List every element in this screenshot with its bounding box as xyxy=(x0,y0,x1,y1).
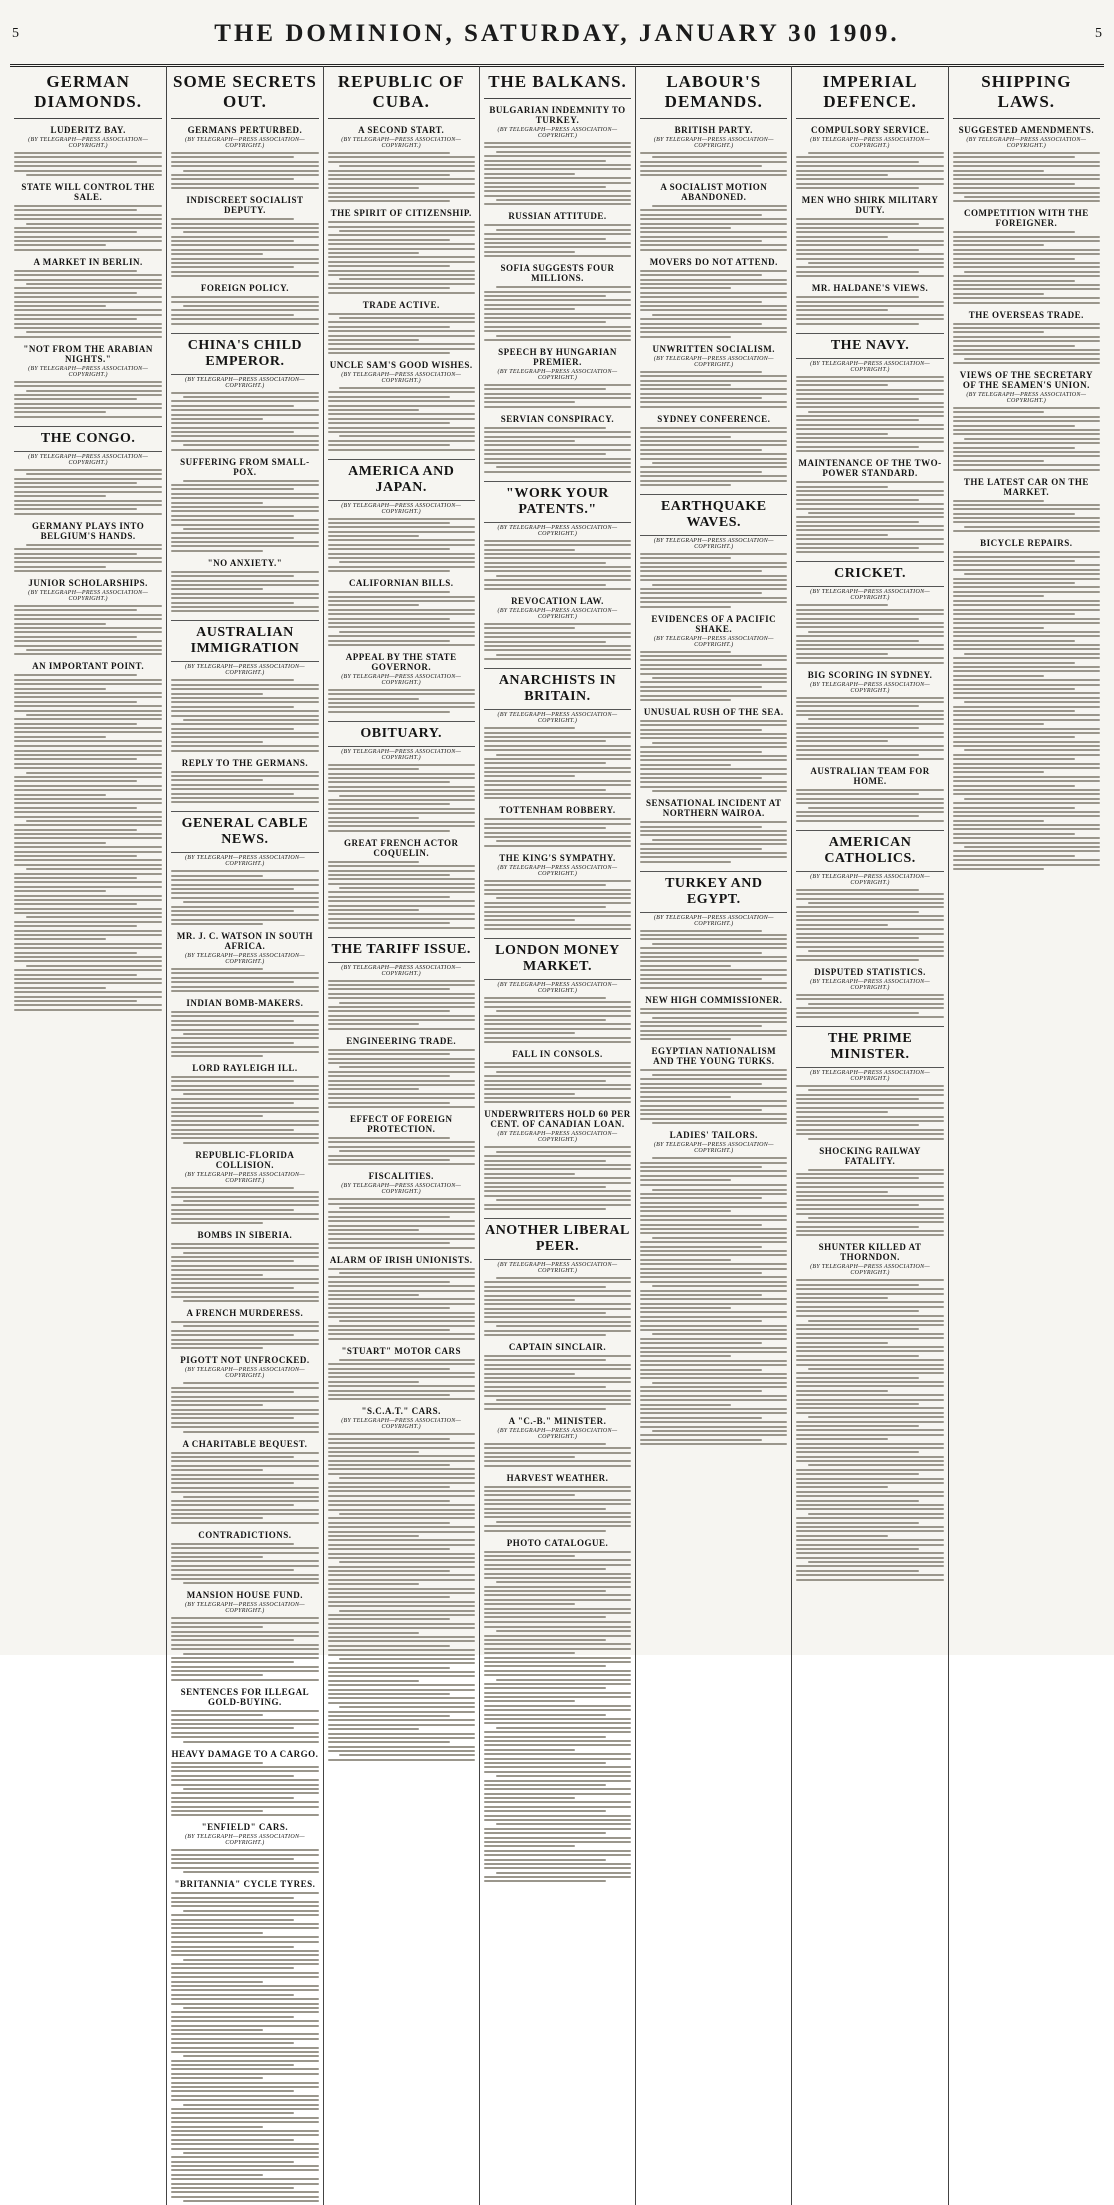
section-headline-the-congo: THE CONGO. xyxy=(14,426,162,452)
cable-credit: (BY TELEGRAPH—PRESS ASSOCIATION—COPYRIGHT.) xyxy=(28,453,149,466)
cable-credit: (BY TELEGRAPH—PRESS ASSOCIATION—COPYRIGHT.) xyxy=(653,914,774,927)
article-body-text xyxy=(14,605,162,655)
article-body-text xyxy=(328,1198,475,1248)
column-the-balkans xyxy=(479,66,635,2205)
subheading-new-high-commissioner: NEW HIGH COMMISSIONER. xyxy=(645,994,783,1005)
cable-credit: (BY TELEGRAPH—PRESS ASSOCIATION—COPYRIGHT.) xyxy=(184,855,305,868)
subheading-movers-do-not-attend: MOVERS DO NOT ATTEND. xyxy=(649,256,778,267)
cable-credit: (BY TELEGRAPH—PRESS ASSOCIATION—COPYRIGHT.) xyxy=(497,712,618,725)
article-body-text xyxy=(484,1621,631,1882)
article-body-text xyxy=(484,384,631,408)
cable-credit: (BY TELEGRAPH—PRESS ASSOCIATION—COPYRIGHT.) xyxy=(966,392,1087,405)
subheading-sentences-for-illegal-gold-buying: SENTENCES FOR ILLEGAL GOLD-BUYING. xyxy=(180,1686,310,1707)
subheading-sydney-conference: SYDNEY CONFERENCE. xyxy=(657,413,771,424)
cable-credit: (BY TELEGRAPH—PRESS ASSOCIATION—COPYRIGHT.) xyxy=(28,590,149,603)
subheading-underwriters-hold-60-per-cent-of-canadia: UNDERWRITERS HOLD 60 PER CENT. OF CANADIAN LOAN. xyxy=(484,1109,631,1130)
subheading-a-french-murderess: A FRENCH MURDERESS. xyxy=(186,1307,304,1318)
article-body-text xyxy=(484,1355,631,1410)
article-body-text xyxy=(328,1137,475,1165)
subheading-evidences-of-a-pacific-shake: EVIDENCES OF A PACIFIC SHAKE. xyxy=(651,613,777,634)
article-body-text xyxy=(484,818,631,846)
article-body-text xyxy=(796,994,943,1018)
article-body-text xyxy=(171,1892,318,1938)
article-body-text xyxy=(14,750,162,1011)
subheading-maintenance-of-the-two-power-standard: MAINTENANCE OF THE TWO-POWER STANDARD. xyxy=(798,458,942,479)
page-number-left: 5 xyxy=(12,26,19,41)
article-body-text xyxy=(171,571,318,613)
subheading-great-french-actor-coquelin: GREAT FRENCH ACTOR COQUELIN. xyxy=(343,837,459,858)
article-body-text xyxy=(796,1279,943,1316)
article-body-text xyxy=(328,689,475,713)
subheading-not-from-the-arabian-nights: "NOT FROM THE ARABIAN NIGHTS." xyxy=(23,343,153,364)
subheading-compulsory-service: COMPULSORY SERVICE. xyxy=(811,125,930,135)
section-headline-the-tariff-issue: THE TARIFF ISSUE. xyxy=(328,937,475,963)
article-body-text xyxy=(484,427,631,473)
article-body-text xyxy=(328,518,475,573)
article-body-text xyxy=(640,1008,787,1041)
article-body-text xyxy=(796,218,943,277)
subheading-speech-by-hungarian-premier: SPEECH BY HUNGARIAN PREMIER. xyxy=(498,346,617,367)
subheading-bulgarian-indemnity-to-turkey: BULGARIAN INDEMNITY TO TURKEY. xyxy=(489,105,626,125)
cable-credit: (BY TELEGRAPH—PRESS ASSOCIATION—COPYRIGHT.) xyxy=(341,137,462,149)
article-body-text xyxy=(328,591,475,646)
column-headline: THE BALKANS. xyxy=(484,68,631,99)
cable-credit: (BY TELEGRAPH—PRESS ASSOCIATION—COPYRIGHT.) xyxy=(184,1367,305,1380)
cable-credit: (BY TELEGRAPH—PRESS ASSOCIATION—COPYRIGHT.) xyxy=(184,1171,305,1184)
subheading-competition-with-the-foreigner: COMPETITION WITH THE FOREIGNER. xyxy=(964,208,1089,229)
article-body-text xyxy=(796,1085,943,1140)
article-body-text xyxy=(171,218,318,277)
subheading-the-overseas-trade: THE OVERSEAS TRADE. xyxy=(968,309,1084,320)
column-headline: SHIPPING LAWS. xyxy=(953,68,1100,119)
article-body-text xyxy=(953,609,1100,870)
subheading-indiscreet-socialist-deputy: INDISCREET SOCIALIST DEPUTY. xyxy=(186,195,304,216)
article-body-text xyxy=(484,1486,631,1532)
subheading-contradictions: CONTRADICTIONS. xyxy=(198,1529,292,1540)
section-headline-general-cable-news: GENERAL CABLE NEWS. xyxy=(171,811,318,853)
cable-credit: (BY TELEGRAPH—PRESS ASSOCIATION—COPYRIGHT.) xyxy=(497,127,618,139)
cable-credit: (BY TELEGRAPH—PRESS ASSOCIATION—COPYRIGHT.) xyxy=(184,1834,305,1847)
article-body-text xyxy=(328,1433,475,1496)
article-body-text xyxy=(640,553,787,608)
cable-credit: (BY TELEGRAPH—PRESS ASSOCIATION—COPYRIGHT.) xyxy=(497,1131,618,1144)
subheading-reply-to-the-germans: REPLY TO THE GERMANS. xyxy=(181,757,309,768)
article-body-text xyxy=(14,270,162,338)
subheading-fiscalities: FISCALITIES. xyxy=(368,1171,434,1182)
cable-credit: (BY TELEGRAPH—PRESS ASSOCIATION—COPYRIGHT.) xyxy=(653,137,774,149)
subheading-unwritten-socialism: UNWRITTEN SOCIALISM. xyxy=(652,343,776,354)
subheading-sensational-incident-at-northern-wairoa: SENSATIONAL INCIDENT AT NORTHERN WAIROA. xyxy=(646,798,782,819)
cable-credit: (BY TELEGRAPH—PRESS ASSOCIATION—COPYRIGHT.) xyxy=(341,372,462,385)
subheading-russian-attitude: RUSSIAN ATTITUDE. xyxy=(508,211,607,222)
cable-credit: (BY TELEGRAPH—PRESS ASSOCIATION—COPYRIGHT.) xyxy=(341,502,462,515)
cable-credit: (BY TELEGRAPH—PRESS ASSOCIATION—COPYRIGHT.) xyxy=(810,1264,931,1277)
article-body-text xyxy=(640,270,787,338)
cable-credit: (BY TELEGRAPH—PRESS ASSOCIATION—COPYRIGHT.) xyxy=(341,964,462,977)
article-body-text xyxy=(640,1184,787,1445)
subheading-pigott-not-unfrocked: PIGOTT NOT UNFROCKED. xyxy=(180,1355,310,1366)
article-body-text xyxy=(171,296,318,324)
article-body-text xyxy=(171,1076,318,1144)
column-imperial-defence xyxy=(791,66,947,2205)
section-headline-earthquake-waves: EARTHQUAKE WAVES. xyxy=(640,494,787,536)
column-headline: GERMAN DIAMONDS. xyxy=(14,68,162,119)
subheading-the-king-s-sympathy: THE KING'S SYMPATHY. xyxy=(499,852,616,863)
article-body-text xyxy=(484,1146,631,1209)
article-body-text xyxy=(484,224,631,257)
section-headline-american-catholics: AMERICAN CATHOLICS. xyxy=(796,830,943,872)
article-body-text xyxy=(14,205,162,251)
article-body-text xyxy=(953,323,1100,365)
article-body-text xyxy=(171,771,318,804)
article-body-text xyxy=(796,481,943,553)
cable-credit: (BY TELEGRAPH—PRESS ASSOCIATION—COPYRIGHT.) xyxy=(184,376,305,389)
article-body-text xyxy=(484,1062,631,1104)
subheading-trade-active: TRADE ACTIVE. xyxy=(362,299,440,310)
subheading-effect-of-foreign-protection: EFFECT OF FOREIGN PROTECTION. xyxy=(349,1113,453,1134)
article-body-text xyxy=(796,1169,943,1237)
subheading-bombs-in-siberia: BOMBS IN SIBERIA. xyxy=(197,1229,293,1240)
subheading-uncle-sam-s-good-wishes: UNCLE SAM'S GOOD WISHES. xyxy=(329,360,473,371)
article-body-text xyxy=(14,152,162,176)
article-body-text xyxy=(171,968,318,992)
subheading-views-of-the-secretary-of-the-seamen-s-u: VIEWS OF THE SECRETARY OF THE SEAMEN'S UNION. xyxy=(959,370,1093,391)
article-body-text xyxy=(484,727,631,799)
section-headline-anarchists-in-britain: ANARCHISTS IN BRITAIN. xyxy=(484,668,631,710)
column-republic-of-cuba xyxy=(323,66,479,2205)
column-headline: LABOUR'S DEMANDS. xyxy=(640,68,787,119)
article-body-text xyxy=(953,500,1100,533)
article-body-text xyxy=(953,231,1100,303)
article-body-text xyxy=(484,1551,631,1619)
subheading-britannia-cycle-tyres: "BRITANNIA" CYCLE TYRES. xyxy=(174,1879,316,1890)
cable-credit: (BY TELEGRAPH—PRESS ASSOCIATION—COPYRIGHT.) xyxy=(810,978,931,991)
cable-credit: (BY TELEGRAPH—PRESS ASSOCIATION—COPYRIGHT.) xyxy=(497,524,618,537)
masthead-title: THE DOMINION, SATURDAY, JANUARY 30 1909. xyxy=(214,20,900,47)
subheading-no-anxiety: "NO ANXIETY." xyxy=(207,557,283,568)
article-body-text xyxy=(328,764,475,832)
subheading-bicycle-repairs: BICYCLE REPAIRS. xyxy=(980,538,1073,549)
subheading-appeal-by-the-state-governor: APPEAL BY THE STATE GOVERNOR. xyxy=(345,651,457,672)
cable-credit: (BY TELEGRAPH—PRESS ASSOCIATION—COPYRIGHT.) xyxy=(184,953,305,966)
article-body-text xyxy=(328,221,475,293)
section-headline-another-liberal-peer: ANOTHER LIBERAL PEER. xyxy=(484,1218,631,1260)
column-shipping-laws xyxy=(948,66,1104,2205)
article-body-text xyxy=(640,1157,787,1181)
cable-credit: (BY TELEGRAPH—PRESS ASSOCIATION—COPYRIGHT.) xyxy=(653,635,774,648)
subheading-californian-bills: CALIFORNIAN BILLS. xyxy=(348,578,454,589)
article-body-text xyxy=(484,1443,631,1467)
subheading-ladies-tailors: LADIES' TAILORS. xyxy=(669,1130,758,1141)
subheading-foreign-policy: FOREIGN POLICY. xyxy=(200,283,290,294)
cable-credit: (BY TELEGRAPH—PRESS ASSOCIATION—COPYRIGHT.) xyxy=(810,681,931,694)
article-body-text xyxy=(328,152,475,202)
article-body-text xyxy=(328,861,475,929)
cable-credit: (BY TELEGRAPH—PRESS ASSOCIATION—COPYRIGHT.) xyxy=(184,664,305,677)
subheading-a-socialist-motion-abandoned: A SOCIALIST MOTION ABANDONED. xyxy=(660,181,768,202)
article-body-text xyxy=(640,427,787,486)
section-headline-the-prime-minister: THE PRIME MINISTER. xyxy=(796,1026,943,1068)
subheading-captain-sinclair: CAPTAIN SINCLAIR. xyxy=(508,1342,607,1353)
subheading-disputed-statistics: DISPUTED STATISTICS. xyxy=(814,966,926,977)
column-german-diamonds xyxy=(10,66,166,2205)
column-headline: REPUBLIC OF CUBA. xyxy=(328,68,475,119)
subheading-republic-florida-collision: REPUBLIC-FLORIDA COLLISION. xyxy=(195,1149,295,1170)
article-body-text xyxy=(328,313,475,355)
subheading-big-scoring-in-sydney: BIG SCORING IN SYDNEY. xyxy=(807,669,933,680)
article-body-text xyxy=(953,407,1100,470)
subheading-lord-rayleigh-ill: LORD RAYLEIGH ILL. xyxy=(192,1062,298,1073)
cable-credit: (BY TELEGRAPH—PRESS ASSOCIATION—COPYRIGHT.) xyxy=(28,137,149,149)
cable-credit: (BY TELEGRAPH—PRESS ASSOCIATION—COPYRIGHT.) xyxy=(653,355,774,368)
cable-credit: (BY TELEGRAPH—PRESS ASSOCIATION—COPYRIGHT.) xyxy=(810,137,931,149)
article-body-text xyxy=(640,205,787,251)
article-body-text xyxy=(328,387,475,450)
article-body-text xyxy=(171,1617,318,1680)
subheading-suggested-amendments: SUGGESTED AMENDMENTS. xyxy=(958,125,1095,135)
article-body-text xyxy=(640,371,787,408)
article-body-text xyxy=(328,980,475,1030)
article-body-text xyxy=(171,1187,318,1224)
article-body-text xyxy=(484,880,631,930)
subheading-indian-bomb-makers: INDIAN BOMB-MAKERS. xyxy=(186,998,304,1009)
subheading-photo-catalogue: PHOTO CATALOGUE. xyxy=(506,1537,609,1548)
cable-credit: (BY TELEGRAPH—PRESS ASSOCIATION—COPYRIGHT.) xyxy=(653,537,774,550)
article-body-text xyxy=(953,551,1100,606)
cable-credit: (BY TELEGRAPH—PRESS ASSOCIATION—COPYRIGHT.) xyxy=(653,1142,774,1155)
article-body-text xyxy=(484,286,631,341)
article-body-text xyxy=(484,1277,631,1336)
article-body-text xyxy=(328,1500,475,1761)
cable-credit: (BY TELEGRAPH—PRESS ASSOCIATION—COPYRIGHT.) xyxy=(341,673,462,686)
section-headline-london-money-market: LONDON MONEY MARKET. xyxy=(484,938,631,980)
article-body-text xyxy=(171,1321,318,1349)
subheading-australian-team-for-home: AUSTRALIAN TEAM FOR HOME. xyxy=(810,765,930,786)
article-body-text xyxy=(796,1320,943,1581)
article-body-text xyxy=(171,392,318,451)
article-body-text xyxy=(171,480,318,552)
subheading-an-important-point: AN IMPORTANT POINT. xyxy=(32,661,145,672)
cable-credit: (BY TELEGRAPH—PRESS ASSOCIATION—COPYRIGHT.) xyxy=(966,137,1087,149)
subheading-revocation-law: REVOCATION LAW. xyxy=(511,596,604,607)
section-headline-australian-immigration: AUSTRALIAN IMMIGRATION xyxy=(171,620,318,662)
subheading-shunter-killed-at-thorndon: SHUNTER KILLED AT THORNDON. xyxy=(818,1242,922,1263)
page-number-right: 5 xyxy=(1095,26,1102,41)
subheading-suffering-from-small-pox: SUFFERING FROM SMALL-POX. xyxy=(180,456,310,477)
article-body-text xyxy=(328,1268,475,1340)
article-body-text xyxy=(640,930,787,989)
article-body-text xyxy=(484,997,631,1043)
article-body-text xyxy=(796,604,943,663)
article-body-text xyxy=(14,544,162,572)
subheading-germany-plays-into-belgium-s-hands: GERMANY PLAYS INTO BELGIUM'S HANDS. xyxy=(32,520,145,541)
cable-credit: (BY TELEGRAPH—PRESS ASSOCIATION—COPYRIGHT.) xyxy=(810,1069,931,1082)
article-body-text xyxy=(171,1762,318,1817)
subheading-tottenham-robbery: TOTTENHAM ROBBERY. xyxy=(499,805,616,816)
article-body-text xyxy=(14,381,162,418)
section-headline-america-and-japan: AMERICA AND JAPAN. xyxy=(328,459,475,501)
article-body-text xyxy=(640,152,787,176)
article-body-text xyxy=(640,651,787,701)
cable-credit: (BY TELEGRAPH—PRESS ASSOCIATION—COPYRIGHT.) xyxy=(810,589,931,602)
subheading-luderitz-bay: LUDERITZ BAY. xyxy=(50,125,126,135)
subheading-the-latest-car-on-the-market: THE LATEST CAR ON THE MARKET. xyxy=(963,476,1089,497)
subheading-mr-j-c-watson-in-south-africa: MR. J. C. WATSON IN SOUTH AFRICA. xyxy=(176,931,314,952)
article-body-text xyxy=(328,1049,475,1108)
article-body-text xyxy=(484,142,631,205)
news-columns xyxy=(10,66,1104,1890)
subheading-junior-scholarships: JUNIOR SCHOLARSHIPS. xyxy=(28,578,148,589)
article-body-text xyxy=(171,870,318,925)
subheading-fall-in-consols: FALL IN CONSOLS. xyxy=(512,1048,603,1059)
article-body-text xyxy=(171,1710,318,1743)
cable-credit: (BY TELEGRAPH—PRESS ASSOCIATION—COPYRIGHT.) xyxy=(184,1602,305,1615)
article-body-text xyxy=(14,674,162,746)
subheading-sofia-suggests-four-millions: SOFIA SUGGESTS FOUR MILLIONS. xyxy=(500,263,615,284)
article-body-text xyxy=(171,1941,318,2202)
article-body-text xyxy=(171,1452,318,1524)
article-body-text xyxy=(796,296,943,324)
article-body-text xyxy=(328,1359,475,1401)
subheading-the-spirit-of-citizenship: THE SPIRIT OF CITIZENSHIP. xyxy=(330,208,472,219)
article-body-text xyxy=(171,1543,318,1585)
article-body-text xyxy=(796,789,943,822)
article-body-text xyxy=(171,1382,318,1432)
article-body-text xyxy=(796,697,943,760)
section-headline-the-navy: THE NAVY. xyxy=(796,333,943,359)
column-headline: IMPERIAL DEFENCE. xyxy=(796,68,943,119)
section-headline-obituary: OBITUARY. xyxy=(328,721,475,747)
cable-credit: (BY TELEGRAPH—PRESS ASSOCIATION—COPYRIGHT.) xyxy=(341,1183,462,1196)
article-body-text xyxy=(640,720,787,792)
cable-credit: (BY TELEGRAPH—PRESS ASSOCIATION—COPYRIGHT.) xyxy=(497,368,618,381)
section-headline-turkey-and-egypt: TURKEY AND EGYPT. xyxy=(640,871,787,913)
subheading-germans-perturbed: GERMANS PERTURBED. xyxy=(187,125,303,135)
subheading-harvest-weather: HARVEST WEATHER. xyxy=(506,1472,609,1483)
column-headline: SOME SECRETS OUT. xyxy=(171,68,318,119)
cable-credit: (BY TELEGRAPH—PRESS ASSOCIATION—COPYRIGHT.) xyxy=(497,982,618,995)
subheading-heavy-damage-to-a-cargo: HEAVY DAMAGE TO A CARGO. xyxy=(171,1748,319,1759)
masthead xyxy=(10,8,1104,67)
article-body-text xyxy=(640,821,787,863)
subheading-engineering-trade: ENGINEERING TRADE. xyxy=(346,1035,457,1046)
subheading-unusual-rush-of-the-sea: UNUSUAL RUSH OF THE SEA. xyxy=(643,706,784,717)
article-body-text xyxy=(171,679,318,751)
subheading-state-will-control-the-sale: STATE WILL CONTROL THE SALE. xyxy=(21,181,155,202)
subheading-stuart-motor-cars: "STUART" MOTOR CARS xyxy=(341,1345,461,1356)
article-body-text xyxy=(953,152,1100,202)
cable-credit: (BY TELEGRAPH—PRESS ASSOCIATION—COPYRIGHT.) xyxy=(341,748,462,761)
subheading-a-charitable-bequest: A CHARITABLE BEQUEST. xyxy=(182,1438,308,1449)
subheading-enfield-cars: "ENFIELD" CARS. xyxy=(201,1822,289,1833)
article-body-text xyxy=(640,1069,787,1124)
article-body-text xyxy=(484,623,631,660)
column-some-secrets-out xyxy=(166,66,322,2205)
cable-credit: (BY TELEGRAPH—PRESS ASSOCIATION—COPYRIGHT.) xyxy=(497,608,618,621)
subheading-egyptian-nationalism-and-the-young-turks: EGYPTIAN NATIONALISM AND THE YOUNG TURKS. xyxy=(651,1046,777,1067)
section-headline-work-your-patents: "WORK YOUR PATENTS." xyxy=(484,481,631,523)
cable-credit: (BY TELEGRAPH—PRESS ASSOCIATION—COPYRIGHT.) xyxy=(810,360,931,373)
cable-credit: (BY TELEGRAPH—PRESS ASSOCIATION—COPYRIGHT.) xyxy=(28,365,149,378)
subheading-servian-conspiracy: SERVIAN CONSPIRACY. xyxy=(500,413,615,424)
article-body-text xyxy=(796,152,943,189)
cable-credit: (BY TELEGRAPH—PRESS ASSOCIATION—COPYRIGHT.) xyxy=(497,864,618,877)
article-body-text xyxy=(14,469,162,515)
subheading-british-party: BRITISH PARTY. xyxy=(674,125,753,135)
article-body-text xyxy=(796,889,943,961)
article-body-text xyxy=(484,540,631,590)
cable-credit: (BY TELEGRAPH—PRESS ASSOCIATION—COPYRIGHT.) xyxy=(810,873,931,886)
subheading-a-second-start: A SECOND START. xyxy=(358,125,445,135)
subheading-mansion-house-fund: MANSION HOUSE FUND. xyxy=(186,1590,304,1601)
article-body-text xyxy=(171,1011,318,1057)
subheading-mr-haldane-s-views: MR. HALDANE'S VIEWS. xyxy=(811,283,929,294)
cable-credit: (BY TELEGRAPH—PRESS ASSOCIATION—COPYRIGHT.) xyxy=(341,1418,462,1431)
cable-credit: (BY TELEGRAPH—PRESS ASSOCIATION—COPYRIGHT.) xyxy=(497,1427,618,1440)
subheading-a-c-b-minister: A "C.-B." MINISTER. xyxy=(508,1415,607,1426)
subheading-s-c-a-t-cars: "S.C.A.T." CARS. xyxy=(361,1406,441,1417)
column-labour-s-demands xyxy=(635,66,791,2205)
subheading-men-who-shirk-military-duty: MEN WHO SHIRK MILITARY DUTY. xyxy=(801,195,939,216)
subheading-alarm-of-irish-unionists: ALARM OF IRISH UNIONISTS. xyxy=(329,1254,473,1265)
subheading-a-market-in-berlin: A MARKET IN BERLIN. xyxy=(33,256,143,267)
section-headline-cricket: CRICKET. xyxy=(796,561,943,587)
subheading-shocking-railway-fatality: SHOCKING RAILWAY FATALITY. xyxy=(819,1145,921,1166)
article-body-text xyxy=(171,1243,318,1302)
article-body-text xyxy=(796,376,943,453)
cable-credit: (BY TELEGRAPH—PRESS ASSOCIATION—COPYRIGHT.) xyxy=(184,137,305,149)
cable-credit: (BY TELEGRAPH—PRESS ASSOCIATION—COPYRIGHT.) xyxy=(497,1261,618,1274)
article-body-text xyxy=(171,1849,318,1873)
section-headline-china-s-child-emperor: CHINA'S CHILD EMPEROR. xyxy=(171,333,318,375)
article-body-text xyxy=(171,152,318,189)
